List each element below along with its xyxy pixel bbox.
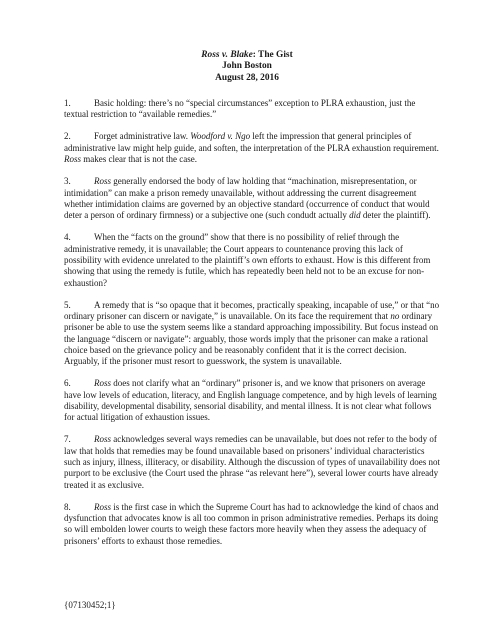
- italic-text: Ross: [94, 176, 112, 187]
- italic-text: Woodford v. Ngo: [190, 131, 251, 142]
- paragraph-4: [64, 232, 440, 288]
- paragraph-number: 1.: [64, 98, 71, 108]
- paragraph-5: [64, 300, 440, 368]
- paragraph-number: 4.: [64, 232, 71, 243]
- document-body: [64, 98, 440, 558]
- document-author: John Boston: [222, 61, 272, 72]
- paragraph-2: [64, 131, 440, 165]
- paragraph-number: 3.: [64, 176, 71, 187]
- document-title: [0, 50, 494, 61]
- paragraph-3: [64, 176, 440, 221]
- italic-text: Ross: [94, 501, 112, 512]
- title-suffix: : The Gist: [252, 50, 293, 60]
- paragraph-text: deter the plaintiff).: [360, 210, 431, 221]
- paragraph-text: A remedy that is “so opaque that it becomes, practically speaking, incapable of use,” or that “no ordinary prisoner can discern or navigate,” is unavailable. On its face the requirement that: [64, 299, 440, 322]
- document-header: [0, 50, 494, 84]
- italic-text: Ross: [94, 378, 112, 389]
- case-name: Ross v. Blake: [201, 50, 253, 60]
- document-id: {07130452;1}: [64, 600, 116, 610]
- italic-text: did: [349, 210, 361, 221]
- paragraph-number: 2.: [64, 131, 71, 142]
- paragraph-7: [64, 434, 440, 490]
- paragraph-text: Basic holding: there’s no “special circumstances” exception to PLRA exhaustion, just the textual restriction to “available remedies.”: [64, 98, 416, 120]
- italic-text: Ross: [64, 154, 82, 165]
- paragraph-text: makes clear that is not the case.: [81, 154, 197, 165]
- paragraph-number: 6.: [64, 378, 71, 389]
- paragraph-1: [64, 98, 440, 121]
- italic-text: no: [390, 311, 400, 322]
- paragraph-text: acknowledges several ways remedies can be unavailable, but does not refer to the body of law that holds that remedies may be found unavailable based on prisoners’ individual characteristics such as injury, illness, illiteracy, or disability. Although the discussion of types of unavailability does not purport to be exclusive (the Court used the phrase “as relevant here”), several lower courts have already treated it as exclusive.: [64, 434, 440, 490]
- paragraph-text: When the “facts on the ground” show that there is no possibility of relief through the administrative remedy, it is unavailable; the Court appears to countenance proving this lack of possibility with evidence unrelated to the plaintiff’s own efforts to exhaust. How is this different from showing that using the remedy is futile, which has repeatedly been held not to be an excuse for non-exhaustion?: [64, 232, 431, 288]
- paragraph-text: is the first case in which the Supreme Court has had to acknowledge the kind of chaos and dysfunction that advocates know is all too common in prison administrative remedies. Perhaps its doing so will embolden lower courts to weigh these factors more heavily when they assess the adequacy of prisoners’ efforts to exhaust those remedies.: [64, 501, 439, 546]
- paragraph-8: [64, 502, 440, 547]
- paragraph-text: ordinary prisoner be able to use the system seems like a standard approaching impossibility. But focus instead on the language “discern or navigate”: arguably, those words imply that the prisoner can make a rational choice based on the grievance policy and be reasonably confident that it is the correct decision. Arguably, if the prisoner must resort to guesswork, the system is unavailable.: [64, 311, 439, 367]
- paragraph-text: Forget administrative law.: [94, 131, 191, 142]
- paragraph-number: 7.: [64, 434, 71, 445]
- paragraph-number: 8.: [64, 501, 71, 512]
- paragraph-text: does not clarify what an “ordinary” prisoner is, and we know that prisoners on average have low levels of education, literacy, and English language competence, and by high levels of learning disability, developmental disability, sensorial disability, and mental illness. It is not clear what follows for actual litigation of exhaustion issues.: [64, 378, 437, 423]
- paragraph-number: 5.: [64, 299, 71, 310]
- document-date: August 28, 2016: [215, 72, 279, 83]
- paragraph-text: left the impression that general principles of administrative law might help guide, and soften, the interpretation of the PLRA exhaustion requirement.: [64, 131, 439, 153]
- paragraph-text: generally endorsed the body of law holding that “machination, misrepresentation, or intimidation” can make a prison remedy unavailable, without addressing the current disagreement whether intimidation claims are governed by an objective standard (occurrence of conduct that would deter a person of ordinary firmness) or a subjective one (such condudt actually: [64, 176, 430, 221]
- paragraph-6: [64, 378, 440, 423]
- italic-text: Ross: [94, 434, 112, 445]
